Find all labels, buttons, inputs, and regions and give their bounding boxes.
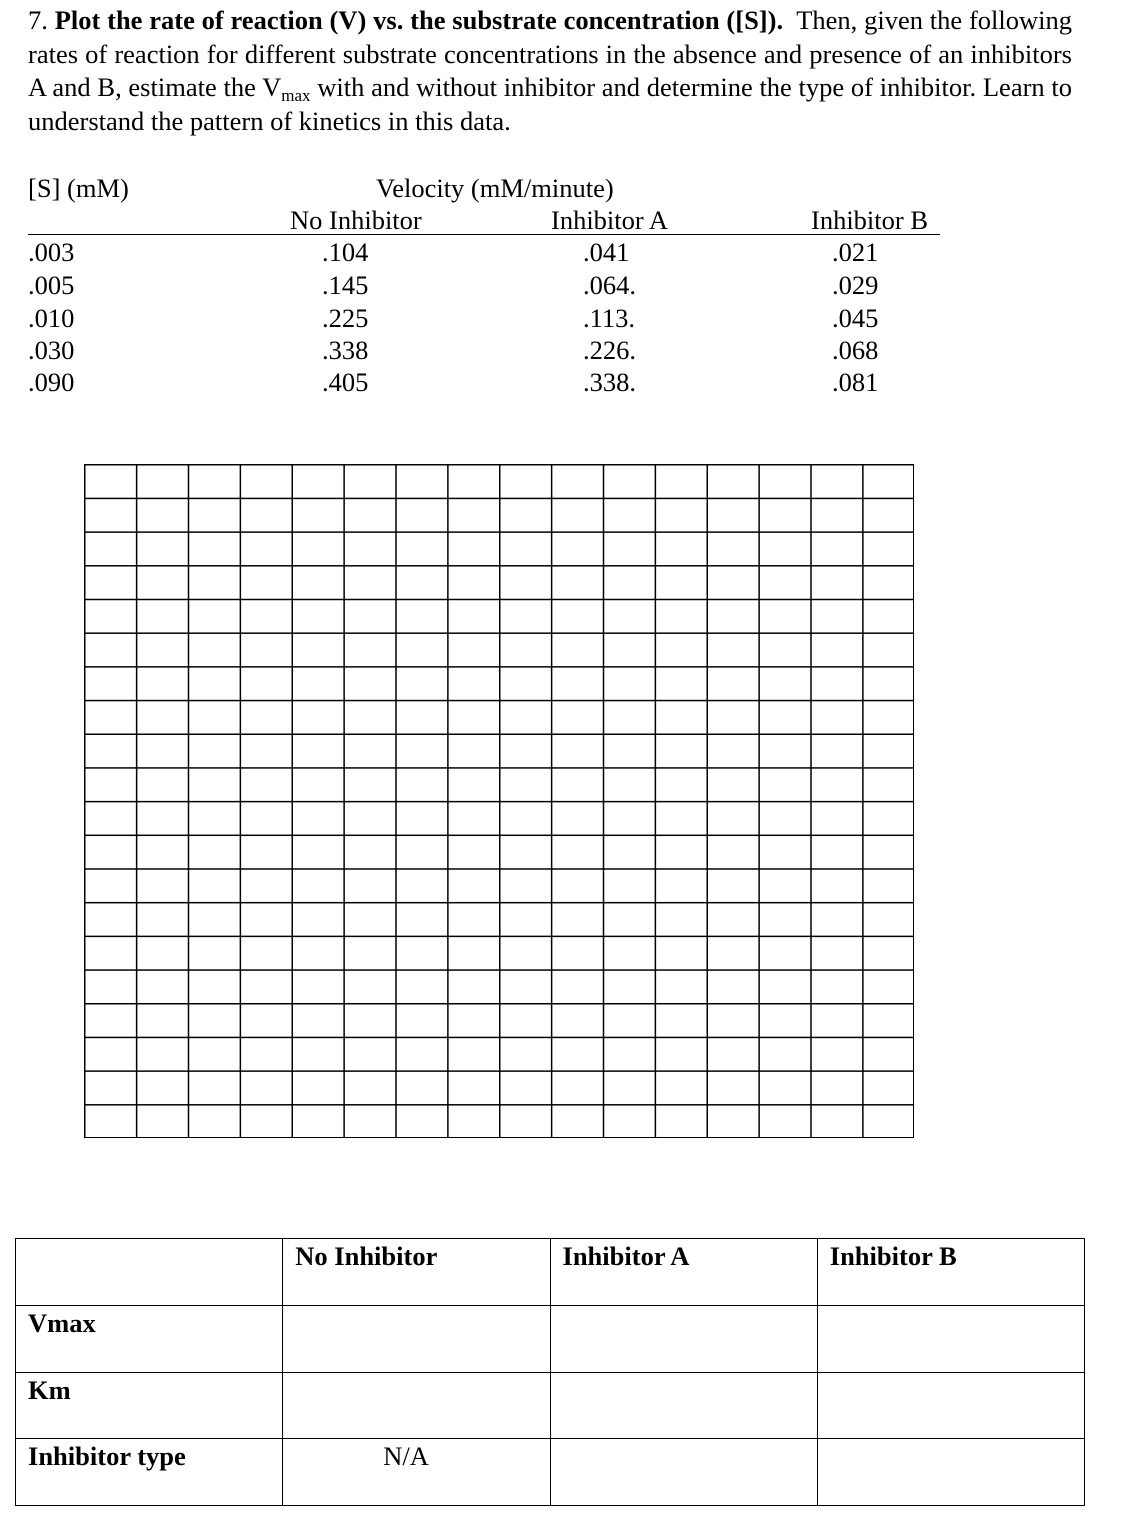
results-header-no-inhibitor: No Inhibitor (283, 1239, 550, 1306)
inhibitor-b-value: .021 (832, 237, 879, 267)
col-header-no-inhibitor: No Inhibitor (290, 205, 422, 235)
row-label-km: Km (16, 1372, 283, 1439)
no-inhibitor-value: .104 (322, 237, 369, 267)
s-value: .010 (28, 303, 75, 333)
s-value: .030 (28, 335, 75, 365)
no-inhibitor-value: .405 (322, 367, 369, 397)
question-body: Then, given the following rates of reaction for different substrate concentrations in the absence and presence of an inhibitors A and B, estimate the $V_{max}$ with and without inhibitor and determine the type of inhibitor. Learn to understand the pattern of kinetics in this data. (28, 5, 1073, 136)
s-value: .005 (28, 270, 75, 300)
no-inhibitor-value: .145 (322, 270, 369, 300)
results-row-vmax (16, 1305, 1085, 1372)
graph-paper-grid (84, 464, 914, 1138)
vmax-no-inhibitor-cell[interactable] (283, 1305, 550, 1372)
inhibitor-b-value: .081 (832, 367, 879, 397)
results-header-row (16, 1239, 1085, 1306)
s-header: [S] (mM) (28, 173, 129, 203)
km-inhibitor-b-cell[interactable] (817, 1372, 1084, 1439)
inhibitor-a-value: .064. (583, 270, 636, 300)
inhibitor-type-no-inhibitor-cell: N/A (283, 1439, 550, 1506)
inhibitor-type-inhibitor-b-cell[interactable] (817, 1439, 1084, 1506)
row-label-vmax: Vmax (16, 1305, 283, 1372)
col-header-inhibitor-b: Inhibitor B (811, 205, 929, 235)
s-value: .003 (28, 237, 75, 267)
vmax-subscript: max (281, 86, 311, 105)
results-corner-cell (16, 1239, 283, 1306)
inhibitor-a-value: .338. (583, 367, 636, 397)
km-inhibitor-a-cell[interactable] (550, 1372, 817, 1439)
question-bold: Plot the rate of reaction (V) vs. the substrate concentration ([S]). (54, 5, 784, 35)
vmax-inhibitor-b-cell[interactable] (817, 1305, 1084, 1372)
inhibitor-b-value: .045 (832, 303, 879, 333)
km-no-inhibitor-cell[interactable] (283, 1372, 550, 1439)
results-row-km (16, 1372, 1085, 1439)
inhibitor-a-value: .226. (583, 335, 636, 365)
vmax-inhibitor-a-cell[interactable] (550, 1305, 817, 1372)
row-label-inhibitor-type: Inhibitor type (16, 1439, 283, 1506)
results-header-inhibitor-b: Inhibitor B (817, 1239, 1084, 1306)
no-inhibitor-value: .338 (322, 335, 369, 365)
inhibitor-b-value: .029 (832, 270, 879, 300)
inhibitor-b-value: .068 (832, 335, 879, 365)
no-inhibitor-value: .225 (322, 303, 369, 333)
results-header-inhibitor-a: Inhibitor A (550, 1239, 817, 1306)
inhibitor-a-value: .041 (583, 237, 630, 267)
question-text (28, 4, 1072, 138)
question-number: 7. (28, 5, 48, 35)
inhibitor-a-value: .113. (583, 303, 636, 333)
s-value: .090 (28, 367, 75, 397)
results-row-inhibitor-type (16, 1439, 1085, 1506)
header-rule (28, 234, 940, 235)
velocity-header: Velocity (mM/minute) (376, 173, 614, 203)
inhibitor-type-inhibitor-a-cell[interactable] (550, 1439, 817, 1506)
results-table (15, 1238, 1085, 1506)
col-header-inhibitor-a: Inhibitor A (551, 205, 669, 235)
